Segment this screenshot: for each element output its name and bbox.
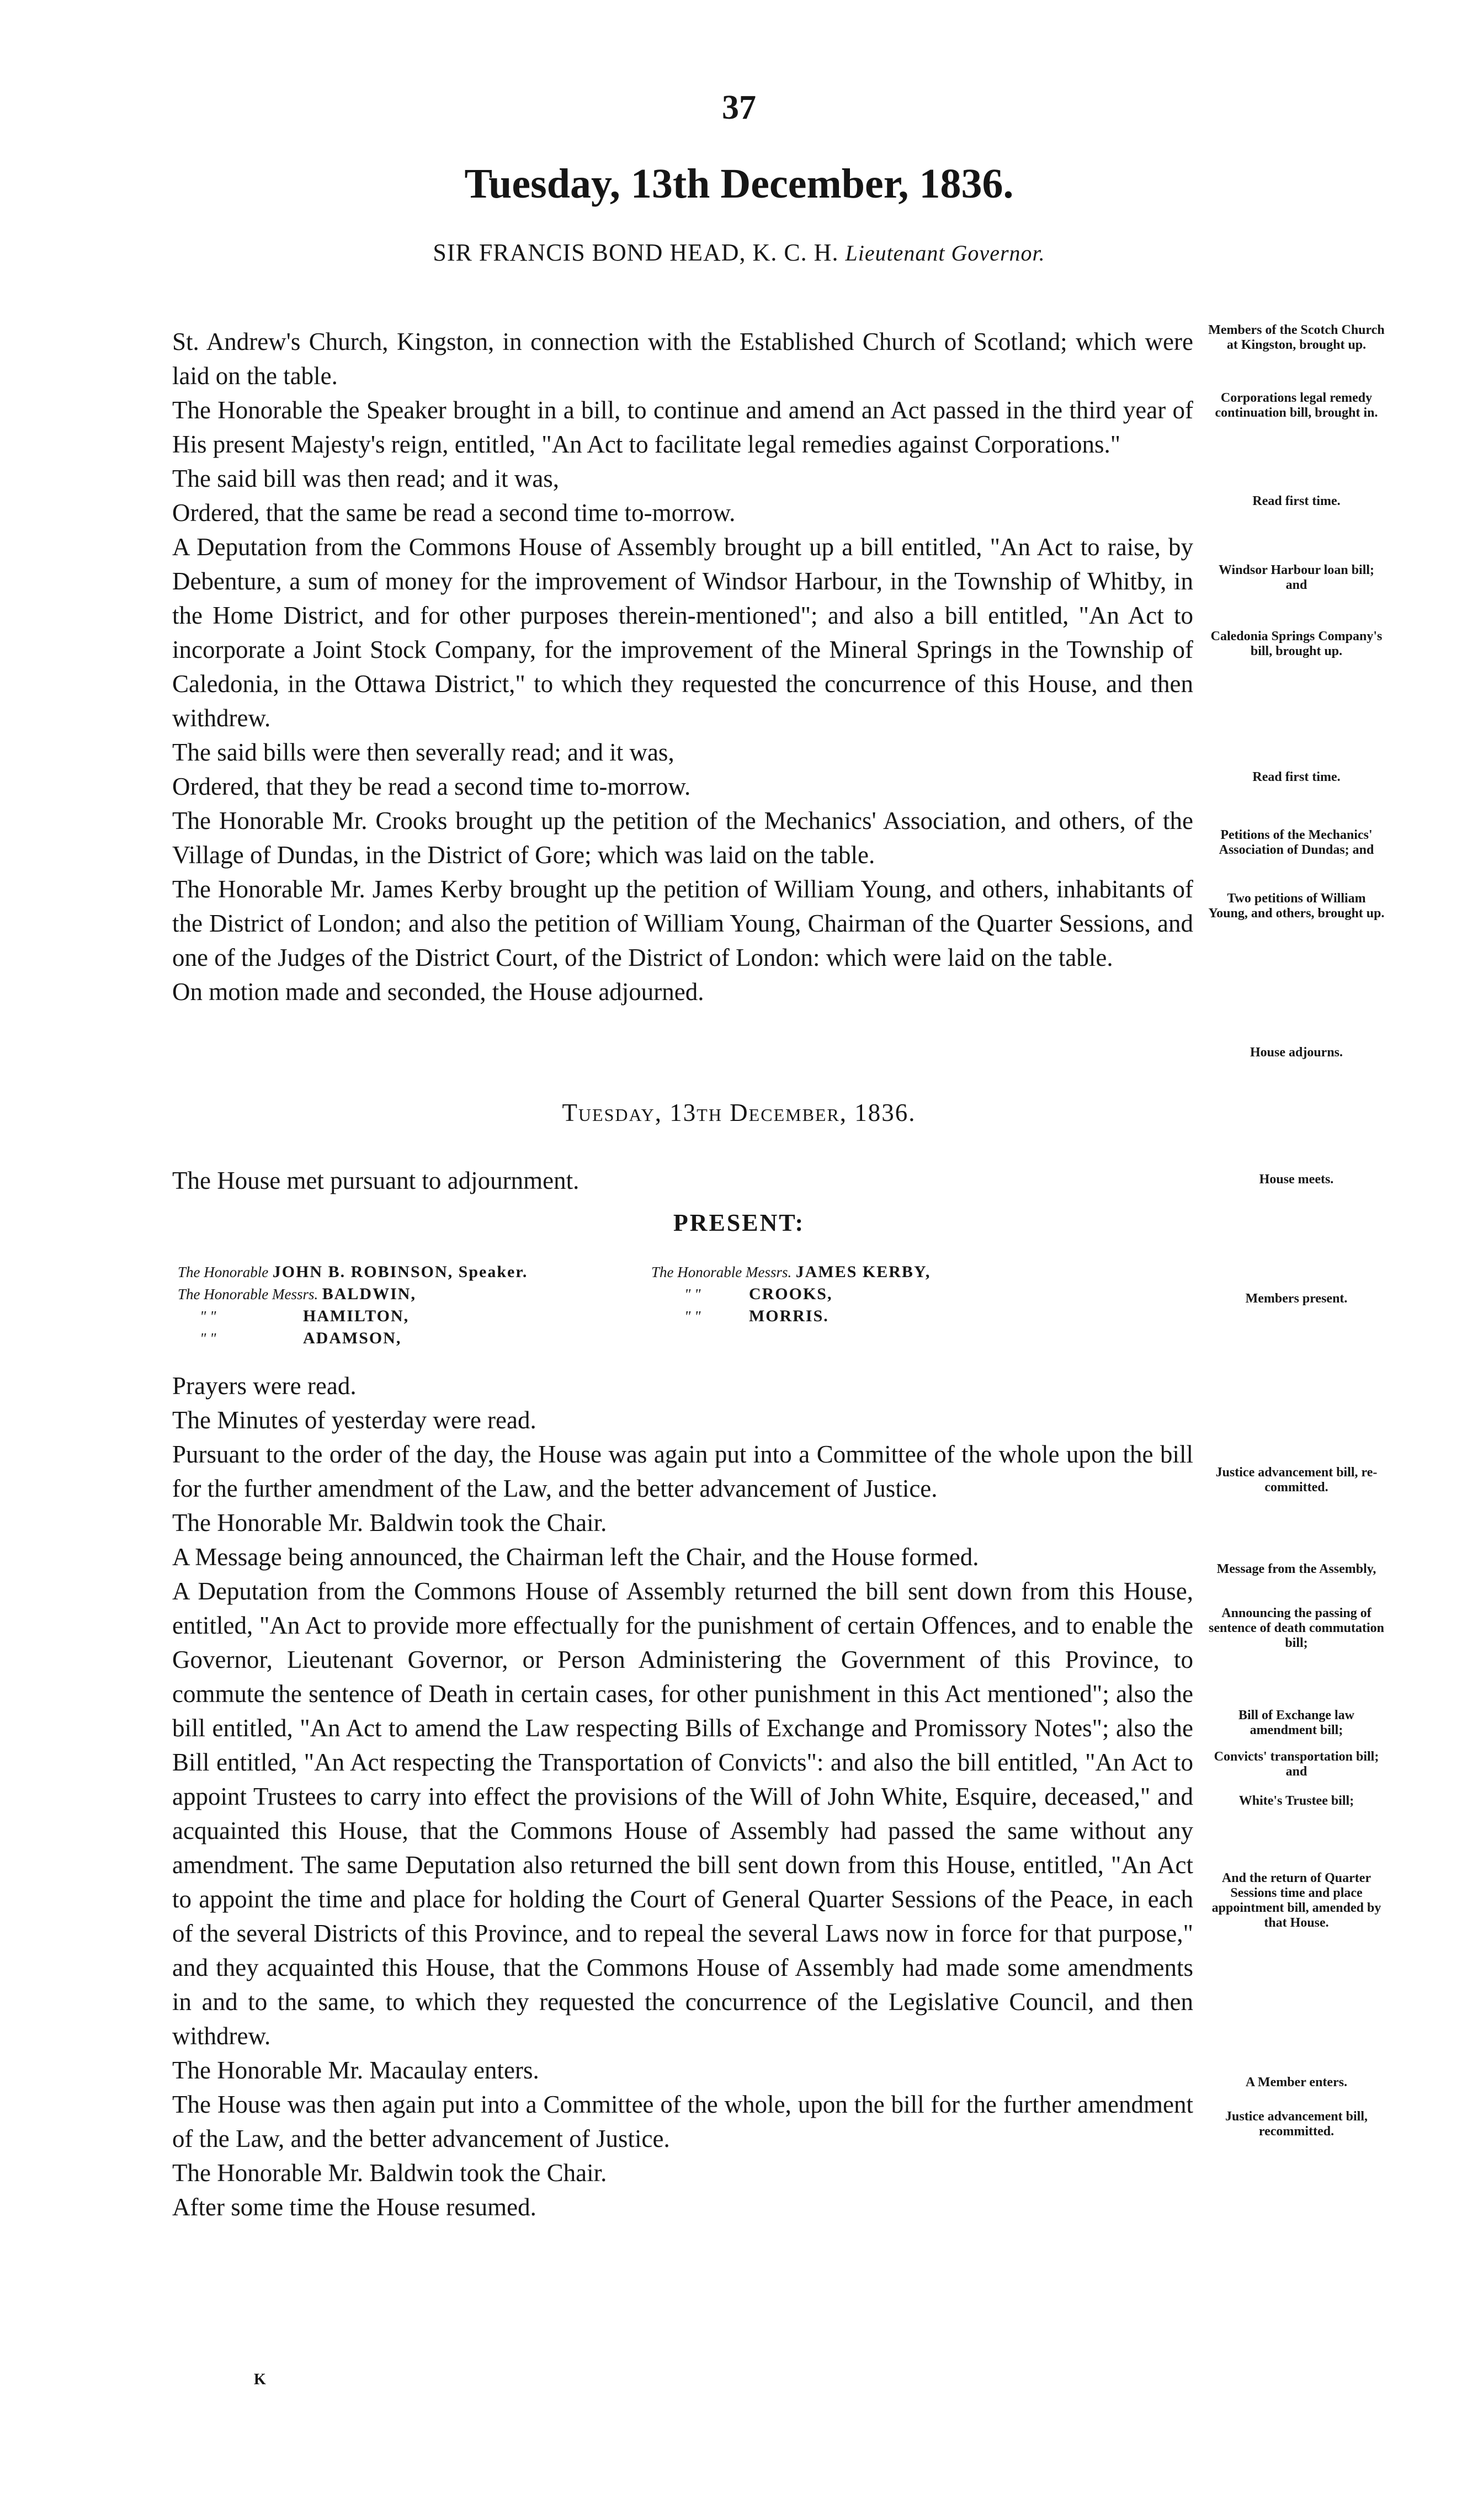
margin-note: Convicts' transportation bill; and [1214, 1750, 1379, 1779]
paragraph: On motion made and seconded, the House adjourned. [172, 978, 704, 1006]
margin-note: Bill of Exchange law amendment bill; [1238, 1708, 1354, 1737]
paragraph: A Deputation from the Commons House of Assembly brought up a bill entitled, "An Act to raise, by Debenture, a sum of money for the improvement of Windsor Harbour, in the Township of Whitby, in the Home District, and for other purposes therein-mentioned"; and also a bill entitled, "An Act to incorporate a Joint Stock Company, for the improvement of the Mineral Springs in the Township of Caledonia, in the Ottawa District," to which they requested the concurrence of this House, and then withdrew. [172, 533, 1193, 732]
margin-note: Read first time. [1252, 494, 1341, 508]
house-met: The House met pursuant to adjournment. [172, 1167, 579, 1194]
page-number: 37 [722, 89, 756, 126]
margin-note: Petitions of the Mechanics' Association of Dundas; and [1219, 828, 1374, 857]
margin-note: Members of the Scotch Church at Kingston, brought up. [1208, 323, 1385, 352]
margin-note: House adjourns. [1250, 1045, 1343, 1060]
paragraph: The Honorable Mr. Crooks brought up the petition of the Mechanics' Association, and others, of the Village of Dundas, in the District of Gore; which was laid on the table. [172, 807, 1193, 869]
sitting-date: Tuesday, 13th December, 1836. [562, 1099, 916, 1126]
members-roll-right [651, 1261, 931, 1327]
page-title: Tuesday, 13th December, 1836. [464, 161, 1014, 207]
paragraph: St. Andrew's Church, Kingston, in connection with the Established Church of Scotland; which were laid on the table. [172, 328, 1193, 390]
margin-note: Windsor Harbour loan bill; and [1218, 563, 1375, 592]
governor-line [0, 238, 1478, 267]
margin-note: White's Trustee bill; [1238, 1794, 1354, 1808]
member-entry: " " CROOKS, [684, 1285, 833, 1303]
paragraph: The Honorable Mr. Baldwin took the Chair. [172, 1509, 607, 1537]
member-entry: The Honorable Messrs. BALDWIN, [178, 1285, 416, 1303]
paragraph: The said bills were then severally read; and it was, [172, 738, 674, 766]
margin-note: A Member enters. [1245, 2075, 1348, 2090]
members-roll-left [178, 1261, 528, 1349]
margin-note: Justice advancement bill, re-committed. [1215, 1465, 1378, 1495]
proceedings-part-1 [172, 325, 1193, 1009]
margin-note: Message from the Assembly, [1216, 1562, 1376, 1576]
paragraph: Prayers were read. [172, 1372, 357, 1400]
paragraph: The Honorable Mr. James Kerby brought up the petition of William Young, and others, inhabitants of the District of London; and also the petition of William Young, Chairman of the Quarter Sessions, and one of the Judges of the District Court, of the District of London: which were laid on the table. [172, 875, 1193, 971]
margin-note: And the return of Quarter Sessions time and place appointment bill, amended by that House. [1211, 1871, 1381, 1930]
paragraph: After some time the House resumed. [172, 2193, 536, 2221]
paragraph: Pursuant to the order of the day, the House was again put into a Committee of the whole upon the bill for the further amendment of the Law, and the better advancement of Justice. [172, 1440, 1193, 1502]
member-entry: " " HAMILTON, [200, 1307, 410, 1325]
paragraph: The said bill was then read; and it was, [172, 465, 560, 492]
paragraph: The Honorable Mr. Macaulay enters. [172, 2056, 539, 2084]
margin-note: Corporations legal remedy continuation bill, brought in. [1215, 391, 1378, 420]
margin-note: Caledonia Springs Company's bill, brought up. [1210, 629, 1383, 658]
member-entry: The Honorable JOHN B. ROBINSON, Speaker. [178, 1263, 528, 1281]
present-heading: PRESENT: [673, 1209, 805, 1236]
governor-title: Lieutenant Governor. [845, 241, 1045, 265]
governor-name: SIR FRANCIS BOND HEAD, K. C. H. [433, 239, 839, 266]
margin-note: House meets. [1259, 1172, 1334, 1187]
paragraph: A Message being announced, the Chairman left the Chair, and the House formed. [172, 1543, 979, 1571]
member-entry: " " ADAMSON, [200, 1329, 402, 1347]
paragraph: The House was then again put into a Committee of the whole, upon the bill for the further amendment of the Law, and the better advancement of Justice. [172, 2091, 1193, 2152]
margin-note: Members present. [1245, 1291, 1348, 1306]
margin-note: Two petitions of William Young, and others, brought up. [1208, 891, 1385, 921]
margin-note: Justice advancement bill, recommitted. [1225, 2109, 1368, 2139]
paragraph: A Deputation from the Commons House of Assembly returned the bill sent down from this House, entitled, "An Act to provide more effectually for the punishment of certain Offences, and to enable the Governor, Lieutenant Governor, or Person Administering the Government of this Province, to commute the sentence of Death in certain cases, for other punishment in this Act mentioned"; also the bill entitled, "An Act to amend the Law respecting Bills of Exchange and Promissory Notes"; also the Bill entitled, "An Act respecting the Transportation of Convicts": and also the bill entitled, "An Act to appoint Trustees to carry into effect the provisions of the Will of John White, Esquire, deceased," and acquainted this House, that the Commons House of Assembly had passed the same without any amendment. The same Deputation also returned the bill sent down from this House, entitled, "An Act to appoint the time and place for holding the Court of General Quarter Sessions of the Peace, in each of the several Districts of this Province, and to repeal the several Laws now in force for that purpose," and they acquainted this House, that the Commons House of Assembly had made some amendments in and to the same, to which they requested the concurrence of the Legislative Council, and then withdrew. [172, 1577, 1193, 2050]
member-entry: The Honorable Messrs. JAMES KERBY, [651, 1263, 931, 1281]
paragraph: The Honorable Mr. Baldwin took the Chair. [172, 2159, 607, 2187]
proceedings-part-2 [172, 1369, 1193, 2224]
catchword: K [254, 2371, 266, 2388]
member-entry: " " MORRIS. [684, 1307, 829, 1325]
paragraph: Ordered, that the same be read a second time to-morrow. [172, 499, 736, 527]
paragraph: Ordered, that they be read a second time to-morrow. [172, 773, 691, 800]
paragraph: The Minutes of yesterday were read. [172, 1406, 536, 1434]
paragraph: The Honorable the Speaker brought in a bill, to continue and amend an Act passed in the third year of His present Majesty's reign, entitled, "An Act to facilitate legal remedies against Corporations." [172, 396, 1193, 458]
margin-note: Announcing the passing of sentence of death commutation bill; [1209, 1606, 1384, 1650]
margin-note: Read first time. [1252, 770, 1341, 784]
